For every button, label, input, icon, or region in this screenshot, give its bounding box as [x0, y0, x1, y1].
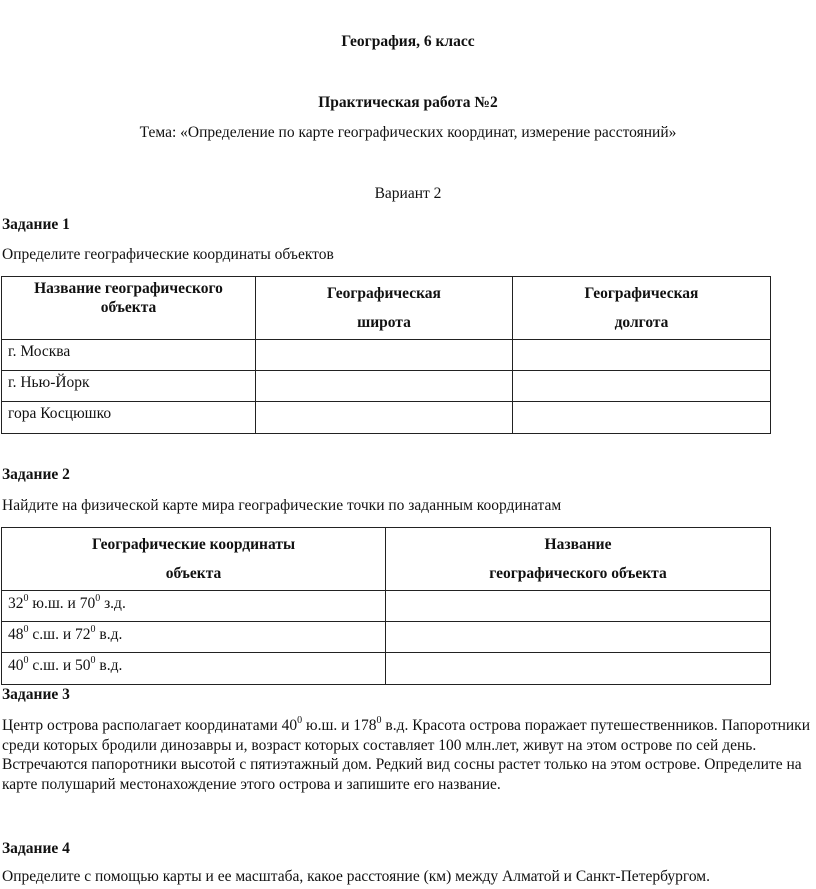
task3-text-middle: ю.ш. и 178 — [302, 717, 377, 734]
latitude-hemisphere: с.ш. и — [32, 626, 72, 643]
latitude-hemisphere: ю.ш. и — [32, 595, 76, 612]
longitude-degrees: 72 — [75, 626, 91, 643]
task1-latitude-cell[interactable] — [256, 371, 513, 402]
task2-table — [1, 527, 771, 685]
longitude-hemisphere: з.д. — [104, 595, 126, 612]
task1-header-latitude-line1: Географическая — [327, 285, 441, 302]
task4-instruction: Определите с помощью карты и ее масштаба, какое расстояние (км) между Алматой и Санкт-Петербургом. — [2, 868, 710, 885]
work-title: Практическая работа №2 — [318, 94, 498, 111]
table-row — [2, 622, 771, 653]
task1-object-name: г. Москва — [2, 340, 256, 371]
longitude-degrees: 50 — [75, 657, 91, 674]
task1-title: Задание 1 — [2, 216, 70, 233]
task2-answer-cell[interactable] — [386, 653, 771, 685]
latitude-degrees: 48 — [8, 626, 24, 643]
task3-text-start: Центр острова располагает координатами 40 — [2, 717, 298, 734]
degree-mark: 0 — [90, 623, 96, 635]
task1-instruction: Определите географические координаты объектов — [2, 246, 334, 263]
task2-coordinates-cell — [2, 591, 386, 622]
task2-header-name-line1: Название — [544, 536, 612, 553]
task1-header-name-line1: Название географического — [34, 280, 223, 297]
table-row — [2, 371, 771, 402]
task2-coordinates-cell — [2, 653, 386, 685]
topic-line: Тема: «Определение по карте географических координат, измерение расстояний» — [139, 124, 677, 141]
task2-coordinates-cell — [2, 622, 386, 653]
task2-instruction: Найдите на физической карте мира географические точки по заданным координатам — [2, 497, 562, 514]
latitude-hemisphere: с.ш. и — [32, 657, 72, 674]
variant-label: Вариант 2 — [374, 185, 442, 202]
task3-paragraph — [2, 716, 812, 794]
degree-mark: 0 — [376, 714, 382, 726]
task2-header-row — [2, 528, 771, 591]
task1-longitude-cell[interactable] — [513, 371, 771, 402]
degree-mark: 0 — [23, 623, 29, 635]
task1-header-name — [2, 277, 256, 340]
longitude-hemisphere: в.д. — [99, 626, 123, 643]
task1-object-name: г. Нью-Йорк — [2, 371, 256, 402]
subject-title: География, 6 класс — [341, 33, 475, 50]
table-row — [2, 653, 771, 685]
task2-header-coordinates-line2: объекта — [165, 565, 222, 582]
task2-answer-cell[interactable] — [386, 622, 771, 653]
longitude-hemisphere: в.д. — [99, 657, 123, 674]
task1-longitude-cell[interactable] — [513, 402, 771, 434]
table-row — [2, 340, 771, 371]
table-row — [2, 591, 771, 622]
task1-header-longitude — [513, 277, 771, 340]
task3-title: Задание 3 — [2, 686, 70, 703]
task2-header-coordinates — [2, 528, 386, 591]
task2-header-name — [386, 528, 771, 591]
task1-header-longitude-line2: долгота — [614, 314, 669, 331]
task1-header-longitude-line1: Географическая — [584, 285, 699, 302]
table-row — [2, 402, 771, 434]
task1-longitude-cell[interactable] — [513, 340, 771, 371]
task2-answer-cell[interactable] — [386, 591, 771, 622]
task1-header-name-line2: объекта — [100, 299, 157, 316]
latitude-degrees: 32 — [8, 595, 24, 612]
task1-object-name: гора Косцюшко — [2, 402, 256, 434]
task1-header-latitude — [256, 277, 513, 340]
degree-mark: 0 — [23, 592, 29, 604]
degree-mark: 0 — [95, 592, 101, 604]
task2-header-coordinates-line1: Географические координаты — [91, 536, 296, 553]
task3-text-end: в.д. Красота острова поражает путешественников. Папоротники среди которых бродили динозавры и, возраст которых составляет 100 млн.лет, живут на этом острове по сей день. Встречаются папоротники высотой с пятиэтажный дом. Редкий вид сосны растет только на этом острове. Определите на карте полушарий местонахождение этого острова и запишите его название. — [2, 717, 811, 793]
degree-mark: 0 — [23, 654, 29, 666]
task4-title: Задание 4 — [2, 840, 70, 857]
longitude-degrees: 70 — [79, 595, 96, 612]
task2-title: Задание 2 — [2, 466, 70, 483]
task1-header-row — [2, 277, 771, 340]
task1-latitude-cell[interactable] — [256, 340, 513, 371]
task1-table — [1, 276, 771, 434]
latitude-degrees: 40 — [8, 657, 24, 674]
task1-latitude-cell[interactable] — [256, 402, 513, 434]
degree-mark: 0 — [297, 714, 303, 726]
degree-mark: 0 — [90, 654, 96, 666]
task1-header-latitude-line2: широта — [357, 314, 411, 331]
task2-header-name-line2: географического объекта — [489, 565, 667, 582]
